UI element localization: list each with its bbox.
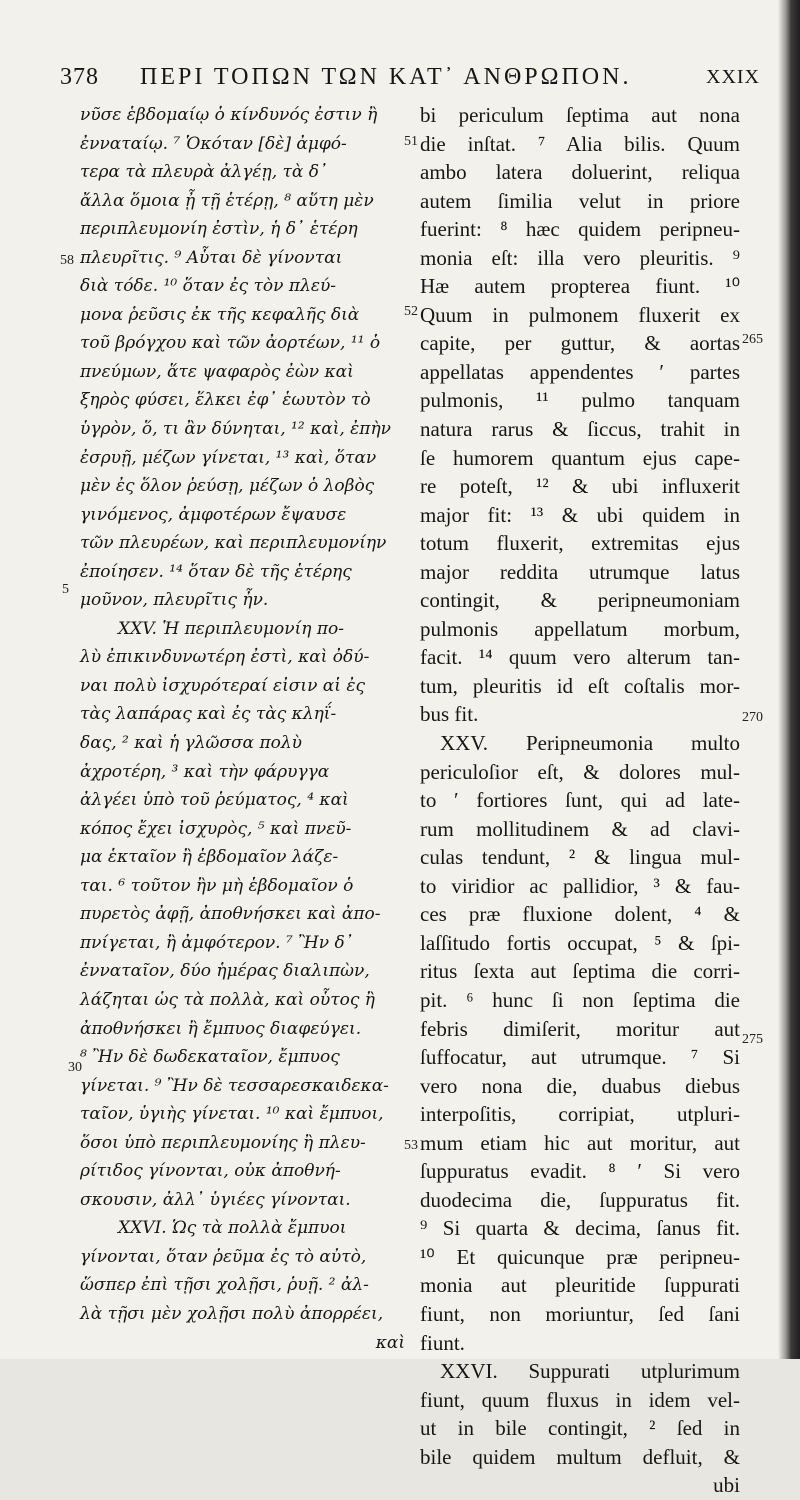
latin-line: autem ſimilia velut in priore: [420, 188, 740, 213]
latin-line: ambo latera doluerint, reliqua: [420, 160, 740, 185]
greek-line: ἐποίησεν. ¹⁴ ὅταν δὲ τῆς ἑτέρης: [80, 561, 352, 582]
greek-line: πνίγεται, ἢ ἀμφότερον. ⁷ Ἢν δ᾿: [80, 932, 354, 953]
running-title: ΠΕΡΙ ΤΟΠΩΝ ΤΩΝ ΚΑΤ᾿ ΑΝΘΡΩΠΟΝ.: [140, 64, 632, 90]
greek-line: κόπος ἔχει ἰσχυρὸς, ⁵ καὶ πνεῦ-: [80, 818, 352, 839]
greek-line: μονα ῥεῦσις ἐκ τῆς κεφαλῆς διὰ: [80, 304, 360, 325]
greek-line: μὲν ἐς ὅλον ῥεύσῃ, μέζων ὁ λοβὸς: [80, 476, 375, 497]
greek-line: ἄλλα ὅμοια ᾖ τῇ ἑτέρῃ, ⁸ αὕτη μὲν: [80, 190, 374, 211]
latin-line: Hæ autem propterea fiunt. ¹⁰: [420, 274, 740, 299]
latin-line: pit. ⁶ hunc ſi non ſeptima die: [420, 987, 740, 1012]
latin-line: ritus ſexta aut ſeptima die corri-: [420, 959, 740, 984]
greek-line: ρίτιδος γίνονται, οὐκ ἀποθνή-: [80, 1161, 341, 1182]
greek-line: γινόμενος, ἀμφοτέρων ἔψαυσε: [80, 504, 347, 525]
margin-number: 53: [404, 1138, 418, 1153]
latin-line: laſſitudo fortis occupat, ⁵ & ſpi-: [420, 930, 740, 955]
latin-line: periculoſior eſt, & dolores mul-: [420, 759, 740, 784]
latin-line: culas tendunt, ² & lingua mul-: [420, 845, 740, 870]
greek-line: ὅσοι ὑπὸ περιπλευμονίης ἢ πλευ-: [80, 1132, 366, 1153]
latin-line: pulmonis appellatum morbum,: [420, 616, 740, 641]
latin-line: pulmonis, ¹¹ pulmo tanquam: [420, 388, 740, 413]
latin-line: mum etiam hic aut moritur, aut: [420, 1130, 740, 1155]
latin-line: fuerint: ⁸ hæc quidem peripneu-: [420, 217, 740, 242]
greek-line: τερα τὰ πλευρὰ ἀλγέῃ, τὰ δ᾿: [80, 162, 328, 183]
latin-line: major reddita utrumque latus: [420, 559, 740, 584]
greek-line: τῶν πλευρέων, καὶ περιπλευμονίην: [80, 533, 387, 554]
latin-line: XXV. Peripneumonia multo: [440, 731, 740, 756]
latin-line: contingit, & peripneumoniam: [420, 588, 740, 613]
greek-line: γίνεται. ⁹ Ἢν δὲ τεσσαρεσκαιδεκα-: [80, 1075, 389, 1096]
latin-line: facit. ¹⁴ quum vero alterum tan-: [420, 645, 740, 670]
latin-line: capite, per guttur, & aortas: [420, 331, 740, 356]
greek-line: πυρετὸς ἀφῇ, ἀποθνήσκει καὶ ἀπο-: [80, 904, 381, 925]
latin-line: monia eſt: illa vero pleuritis. ⁹: [420, 245, 740, 270]
greek-line: λὺ ἐπικινδυνωτέρη ἐστὶ, καὶ ὀδύ-: [80, 647, 370, 668]
greek-text-column: [80, 101, 405, 1357]
greek-line: ἐνναταῖον, δύο ἡμέρας διαλιπὼν,: [80, 961, 370, 982]
latin-line: bi periculum ſeptima aut nona: [420, 103, 740, 127]
latin-line: Quum in pulmonem fluxerit ex: [420, 302, 740, 327]
greek-line: νῦσε ἑβδομαίῳ ὁ κίνδυνός ἐστιν ἢ: [80, 105, 378, 125]
latin-line: fiunt, quum fluxus in idem vel-: [420, 1387, 740, 1412]
latin-line: vero nona die, duabus diebus: [420, 1073, 740, 1098]
greek-line: μοῦνον, πλευρῖτις ἦν.: [80, 590, 269, 611]
greek-line: τοῦ βρόγχου καὶ τῶν ἀορτέων, ¹¹ ὁ: [80, 333, 381, 354]
greek-line: λὰ τῇσι μὲν χολῇσι πολὺ ἀπορρέει,: [80, 1303, 384, 1324]
greek-line: ταῖον, ὑγιὴς γίνεται. ¹⁰ καὶ ἔμπυοι,: [80, 1104, 384, 1125]
latin-line: ſuppuratus evadit. ⁸ ʹ Si vero: [420, 1159, 740, 1184]
greek-line: περιπλευμονίη ἐστὶν, ἡ δ᾿ ἑτέρη: [80, 219, 358, 240]
latin-line: rum mollitudinem & ad clavi-: [420, 816, 740, 841]
latin-line: ſe humorem quantum ejus cape-: [420, 445, 740, 470]
margin-number: 52: [404, 304, 418, 319]
greek-line: ἀποθνήσκει ἢ ἔμπυος διαφεύγει.: [80, 1018, 362, 1039]
latin-line: to ʹ fortiores ſunt, qui ad late-: [420, 788, 740, 813]
page-number: 378: [60, 64, 99, 90]
margin-number: 58: [60, 253, 74, 268]
margin-number: 51: [404, 134, 418, 149]
greek-line: ἀχροτέρη, ³ καὶ τὴν φάρυγγα: [80, 761, 330, 782]
latin-line: ces præ fluxione dolent, ⁴ &: [420, 902, 740, 927]
greek-line: μα ἑκταῖον ἢ ἑβδομαῖον λάζε-: [80, 847, 339, 868]
latin-line: interpoſitis, corripiat, utpluri-: [420, 1102, 740, 1127]
latin-line: febris dimiſerit, moritur aut: [420, 1016, 740, 1041]
greek-line: καὶ: [375, 1332, 405, 1353]
greek-line: ξηρὸς φύσει, ἕλκει ἐφ᾿ ἑωυτὸν τὸ: [80, 390, 371, 411]
latin-line: ut in bile contingit, ² ſed in: [420, 1416, 740, 1441]
latin-line: totum fluxerit, extremitas ejus: [420, 531, 740, 556]
latin-line: bus fit.: [420, 702, 479, 727]
latin-line: fiunt.: [420, 1330, 465, 1355]
greek-line: πλευρῖτις. ⁹ Αὗται δὲ γίνονται: [80, 247, 343, 268]
greek-line: XXVI. Ὡς τὰ πολλὰ ἔμπυοι: [118, 1218, 347, 1239]
greek-line: ἐνναταίῳ. ⁷ Ὁκόταν [δὲ] ἀμφό-: [80, 133, 347, 154]
latin-line: die inſtat. ⁷ Alia bilis. Quum: [420, 131, 740, 156]
latin-line: fiunt, non moriuntur, ſed ſani: [420, 1301, 740, 1326]
latin-line: duodecima die, ſuppuratus fit.: [420, 1187, 740, 1212]
margin-number: 265: [742, 332, 763, 347]
latin-line: natura rarus & ſiccus, trahit in: [420, 417, 740, 442]
greek-line: ται. ⁶ τοῦτον ἢν μὴ ἑβδομαῖον ὁ: [80, 875, 354, 896]
greek-line: ἀλγέει ὑπὸ τοῦ ῥεύματος, ⁴ καὶ: [80, 790, 349, 811]
latin-line: ⁹ Si quarta & decima, ſanus fit.: [420, 1216, 740, 1241]
running-header: [60, 64, 760, 94]
section-number: XXIX: [706, 66, 760, 88]
greek-line: ὥσπερ ἐπὶ τῇσι χολῇσι, ῥυῇ. ² ἀλ-: [80, 1275, 369, 1296]
greek-line: διὰ τόδε. ¹⁰ ὅταν ἐς τὸν πλεύ-: [80, 276, 337, 297]
latin-line: XXVI. Suppurati utplurimum: [440, 1359, 740, 1384]
latin-line: tum, pleuritis id eſt coſtalis mor-: [420, 673, 740, 698]
greek-line: ὑγρὸν, ὅ, τι ἂν δύνηται, ¹² καὶ, ἐπὴν: [80, 419, 391, 440]
latin-line: bile quidem multum defluit, &: [420, 1444, 740, 1469]
latin-line: monia aut pleuritide ſuppurati: [420, 1273, 740, 1298]
greek-line: δας, ² καὶ ἡ γλῶσσα πολὺ: [80, 733, 302, 754]
latin-text-column: [420, 101, 740, 1500]
margin-number: 5: [62, 582, 69, 597]
latin-line: major fit: ¹³ & ubi quidem in: [420, 502, 740, 527]
greek-line: πνεύμων, ἅτε ψαφαρὸς ἐὼν καὶ: [80, 361, 354, 382]
latin-line: appellatas appendentes ʹ partes: [420, 359, 740, 384]
greek-line: ἐσρυῇ, μέζων γίνεται, ¹³ καὶ, ὅταν: [80, 447, 377, 468]
greek-line: ⁸ Ἢν δὲ δωδεκαταῖον, ἔμπυος: [80, 1047, 340, 1068]
latin-line: to viridior ac pallidior, ³ & fau-: [420, 873, 740, 898]
margin-number: 270: [742, 710, 763, 725]
greek-line: σκουσιν, ἀλλ᾿ ὑγιέες γίνονται.: [80, 1189, 351, 1210]
margin-number: 30: [68, 1060, 82, 1075]
latin-line: ¹⁰ Et quicunque præ peripneu-: [420, 1244, 740, 1269]
margin-number: 275: [742, 1032, 763, 1047]
latin-line: ubi: [713, 1473, 740, 1498]
page-binding-edge: [778, 0, 800, 1359]
greek-line: ναι πολὺ ἰσχυρότεραί εἰσιν αἱ ἐς: [80, 675, 365, 696]
greek-line: λάζηται ὡς τὰ πολλὰ, καὶ οὗτος ἢ: [80, 989, 375, 1010]
greek-line: γίνονται, ὅταν ῥεῦμα ἐς τὸ αὐτὸ,: [80, 1246, 367, 1267]
latin-line: ſuffocatur, aut utrumque. ⁷ Si: [420, 1045, 740, 1070]
greek-line: τὰς λαπάρας καὶ ἐς τὰς κληΐ-: [80, 704, 337, 725]
latin-line: re poteſt, ¹² & ubi influxerit: [420, 474, 740, 499]
greek-line: XXV. Ἡ περιπλευμονίη πο-: [118, 618, 344, 639]
